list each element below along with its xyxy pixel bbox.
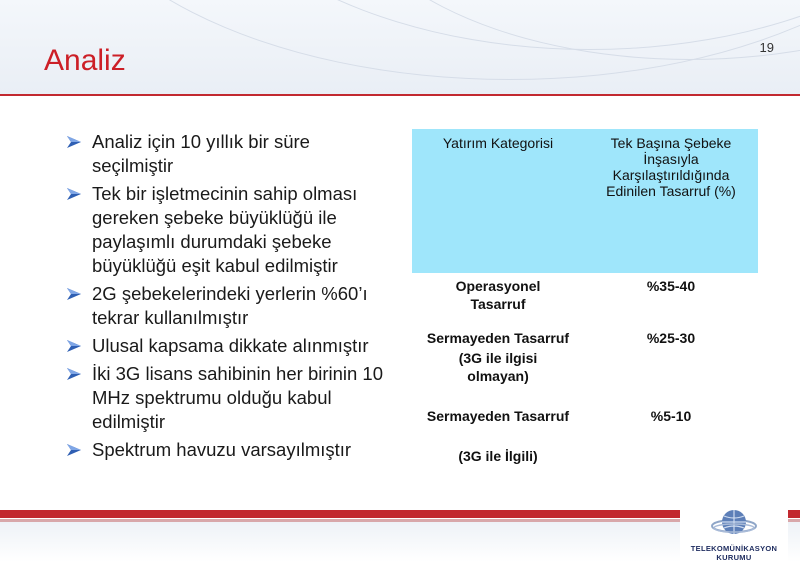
logo-text (680, 544, 788, 562)
bullet-item (66, 130, 391, 178)
bullet-arrow-icon (66, 366, 82, 382)
bullet-arrow-icon (66, 134, 82, 150)
table-row (412, 277, 758, 313)
table-cell-value: %25-30 (646, 330, 696, 346)
bullet-item (66, 438, 391, 462)
bullet-text: Tek bir işletmecinin sahip olması gereken şebeke büyüklüğü ile paylaşımlı durumdaki şebeke büyüklüğü eşit kabul edilmiştir (92, 183, 358, 276)
table-header (412, 129, 758, 273)
bullet-item (66, 334, 391, 358)
bullet-text: İki 3G lisans sahibinin her birinin 10 MHz spektrumu olduğu kabul edilmiştir (92, 363, 384, 432)
bullet-arrow-icon (66, 286, 82, 302)
btk-logo (680, 506, 788, 562)
logo-line-1: TELEKOMÜNİKASYON (690, 544, 778, 553)
table-row-note (412, 447, 758, 465)
table-header-category: Yatırım Kategorisi (442, 135, 554, 151)
table-cell-category: Operasyonel Tasarruf (455, 278, 541, 312)
table-cell-category: Sermayeden Tasarruf (426, 408, 570, 424)
table-cell-value: %5-10 (650, 408, 692, 424)
table-cell-value: %35-40 (646, 278, 696, 294)
bullet-text: 2G şebekelerindeki yerlerin %60’ı tekrar kullanılmıştır (92, 283, 368, 328)
table-row (412, 329, 758, 347)
table-row-note (412, 349, 758, 385)
header-rule (0, 94, 800, 96)
bullet-arrow-icon (66, 338, 82, 354)
table-row (412, 407, 758, 425)
bullet-text: Ulusal kapsama dikkate alınmıştır (92, 335, 369, 356)
bullet-arrow-icon (66, 186, 82, 202)
bullet-text: Analiz için 10 yıllık bir süre seçilmiştir (92, 131, 310, 176)
slide-title: Analiz (44, 44, 126, 77)
table-cell-note: (3G ile İlgili) (458, 448, 538, 464)
table-header-savings: Tek Başına Şebeke İnşasıyla Karşılaştırıldığında Edinilen Tasarruf (%) (606, 135, 736, 199)
bullet-item (66, 182, 391, 278)
bullet-list (66, 130, 391, 466)
bullet-arrow-icon (66, 442, 82, 458)
table-cell-category: Sermayeden Tasarruf (426, 330, 570, 346)
page-number: 19 (759, 40, 774, 55)
bullet-item (66, 362, 391, 434)
bullet-text: Spektrum havuzu varsayılmıştır (92, 439, 352, 460)
globe-logo-icon (710, 506, 758, 544)
table-cell-note: (3G ile ilgisi olmayan) (458, 350, 538, 384)
logo-line-2: KURUMU (716, 553, 752, 562)
savings-table (412, 129, 758, 464)
bullet-item (66, 282, 391, 330)
